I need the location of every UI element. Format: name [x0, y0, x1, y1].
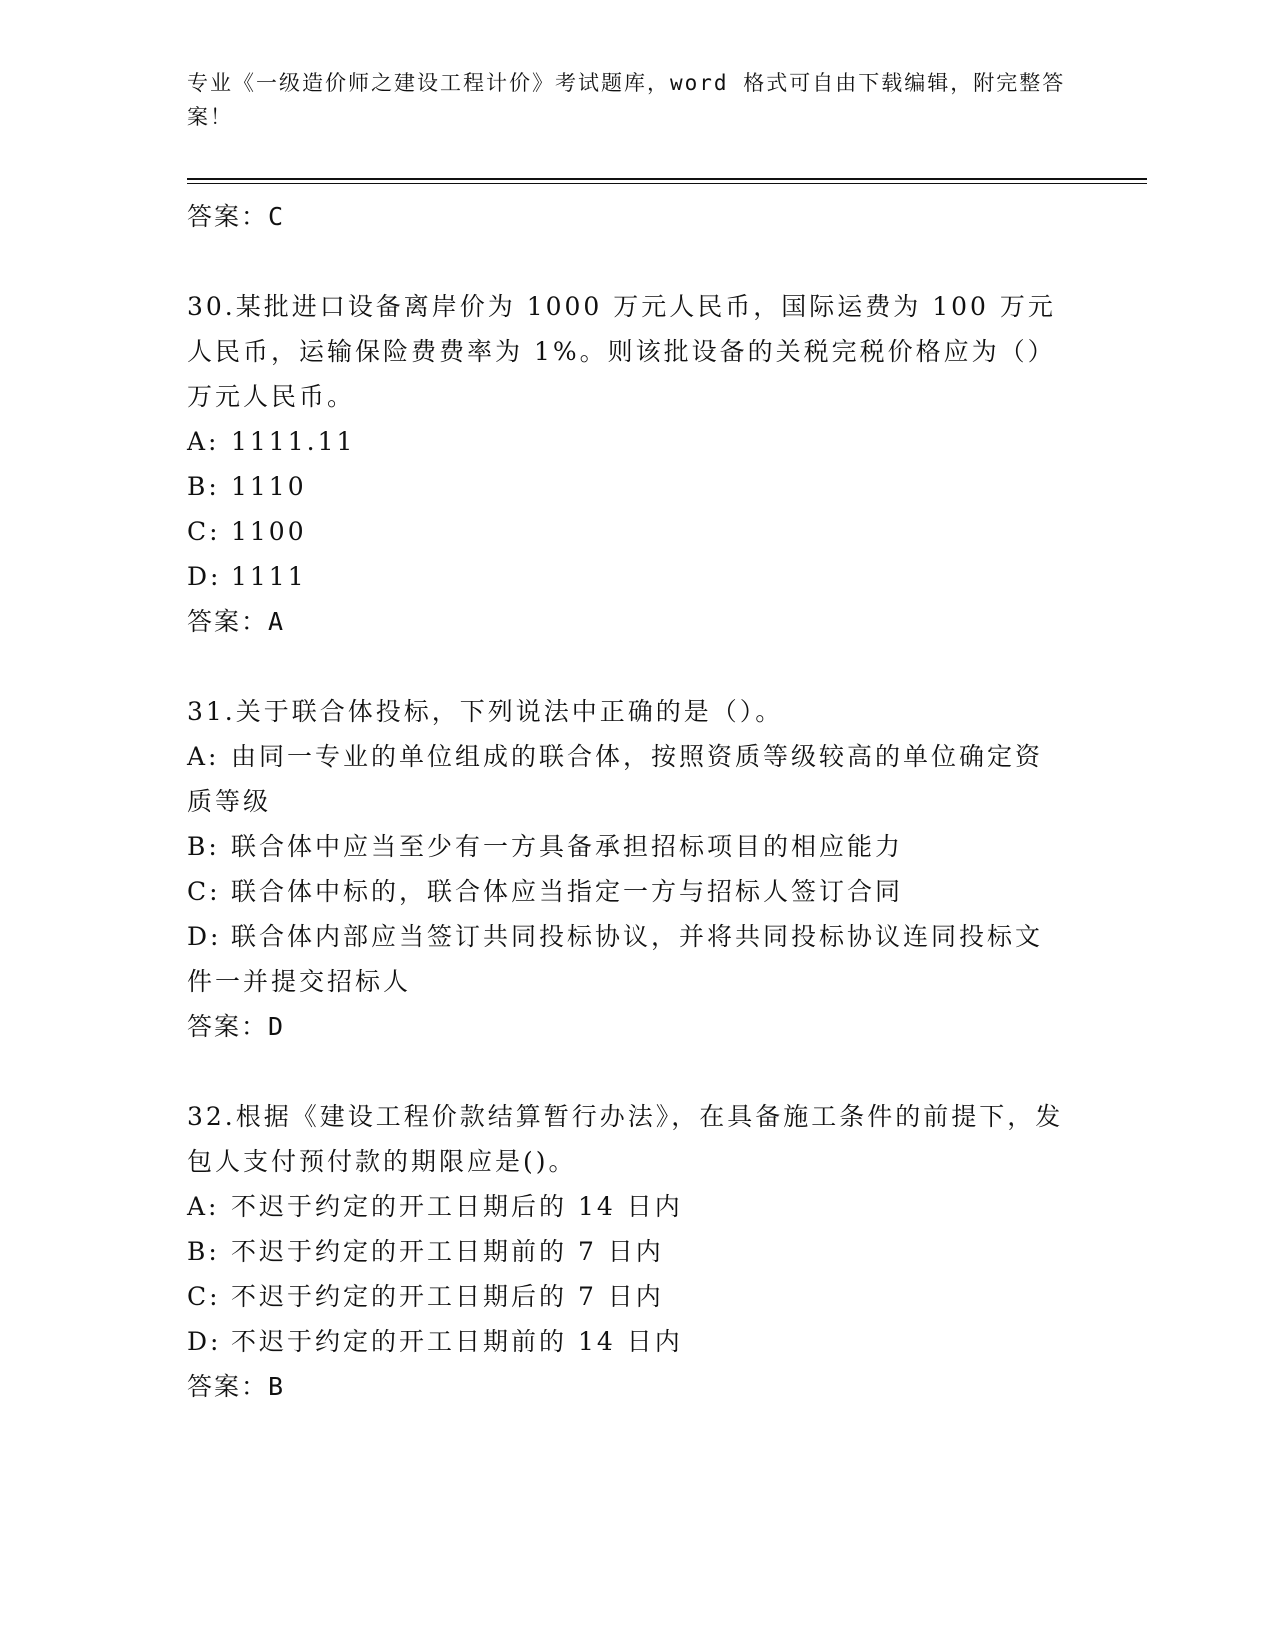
answer-line: 答案：D — [187, 1012, 286, 1041]
option-key: C: — [187, 517, 221, 546]
option-key: A: — [187, 1192, 220, 1221]
option-text: 不迟于约定的开工日期后的 7 日内 — [231, 1282, 664, 1311]
option-b — [187, 1229, 1067, 1274]
document-page — [187, 66, 1147, 1409]
option-d — [187, 554, 1067, 599]
page-header: 专业《一级造价师之建设工程计价》考试题库，word 格式可自由下载编辑，附完整答案！ — [187, 71, 1066, 129]
option-b — [187, 824, 1067, 869]
option-key: B: — [187, 472, 220, 501]
option-text: 联合体内部应当签订共同投标协议，并将共同投标协议连同投标文件一并提交招标人 — [187, 922, 1044, 996]
question-31 — [187, 689, 1147, 1049]
header-divider — [187, 178, 1147, 184]
option-text: 1110 — [231, 472, 307, 501]
option-b — [187, 464, 1067, 509]
option-key: C: — [187, 1282, 221, 1311]
option-key: B: — [187, 832, 220, 861]
option-text: 不迟于约定的开工日期前的 7 日内 — [231, 1237, 664, 1266]
question-stem: 30.某批进口设备离岸价为 1000 万元人民币，国际运费为 100 万元人民币，运输保险费费率为 1%。则该批设备的关税完税价格应为（）万元人民币。 — [187, 292, 1056, 411]
option-key: D: — [187, 562, 222, 591]
answer-line: 答案：B — [187, 1372, 286, 1401]
option-text: 不迟于约定的开工日期后的 14 日内 — [231, 1192, 683, 1221]
option-c — [187, 509, 1067, 554]
question-stem: 32.根据《建设工程价款结算暂行办法》，在具备施工条件的前提下，发包人支付预付款的期限应是()。 — [187, 1102, 1064, 1176]
option-key: A: — [187, 742, 220, 771]
option-d — [187, 1319, 1067, 1364]
option-text: 联合体中标的，联合体应当指定一方与招标人签订合同 — [231, 877, 904, 906]
option-text: 不迟于约定的开工日期前的 14 日内 — [231, 1327, 683, 1356]
option-key: B: — [187, 1237, 220, 1266]
option-text: 1100 — [231, 517, 307, 546]
option-a — [187, 1184, 1067, 1229]
option-key: A: — [187, 427, 220, 456]
option-a — [187, 419, 1067, 464]
option-d — [187, 914, 1067, 1004]
option-text: 1111 — [231, 562, 307, 591]
question-stem: 31.关于联合体投标，下列说法中正确的是（）。 — [187, 697, 784, 726]
answer-line: 答案：A — [187, 607, 286, 636]
option-c — [187, 1274, 1067, 1319]
question-32 — [187, 1094, 1147, 1409]
option-key: D: — [187, 1327, 222, 1356]
option-key: D: — [187, 922, 222, 951]
option-text: 1111.11 — [231, 427, 356, 456]
question-30 — [187, 284, 1147, 644]
option-a — [187, 734, 1067, 824]
option-text: 由同一专业的单位组成的联合体，按照资质等级较高的单位确定资质等级 — [187, 742, 1044, 816]
option-c — [187, 869, 1067, 914]
option-text: 联合体中应当至少有一方具备承担招标项目的相应能力 — [231, 832, 904, 861]
answer-line: 答案：C — [187, 202, 286, 231]
option-key: C: — [187, 877, 221, 906]
